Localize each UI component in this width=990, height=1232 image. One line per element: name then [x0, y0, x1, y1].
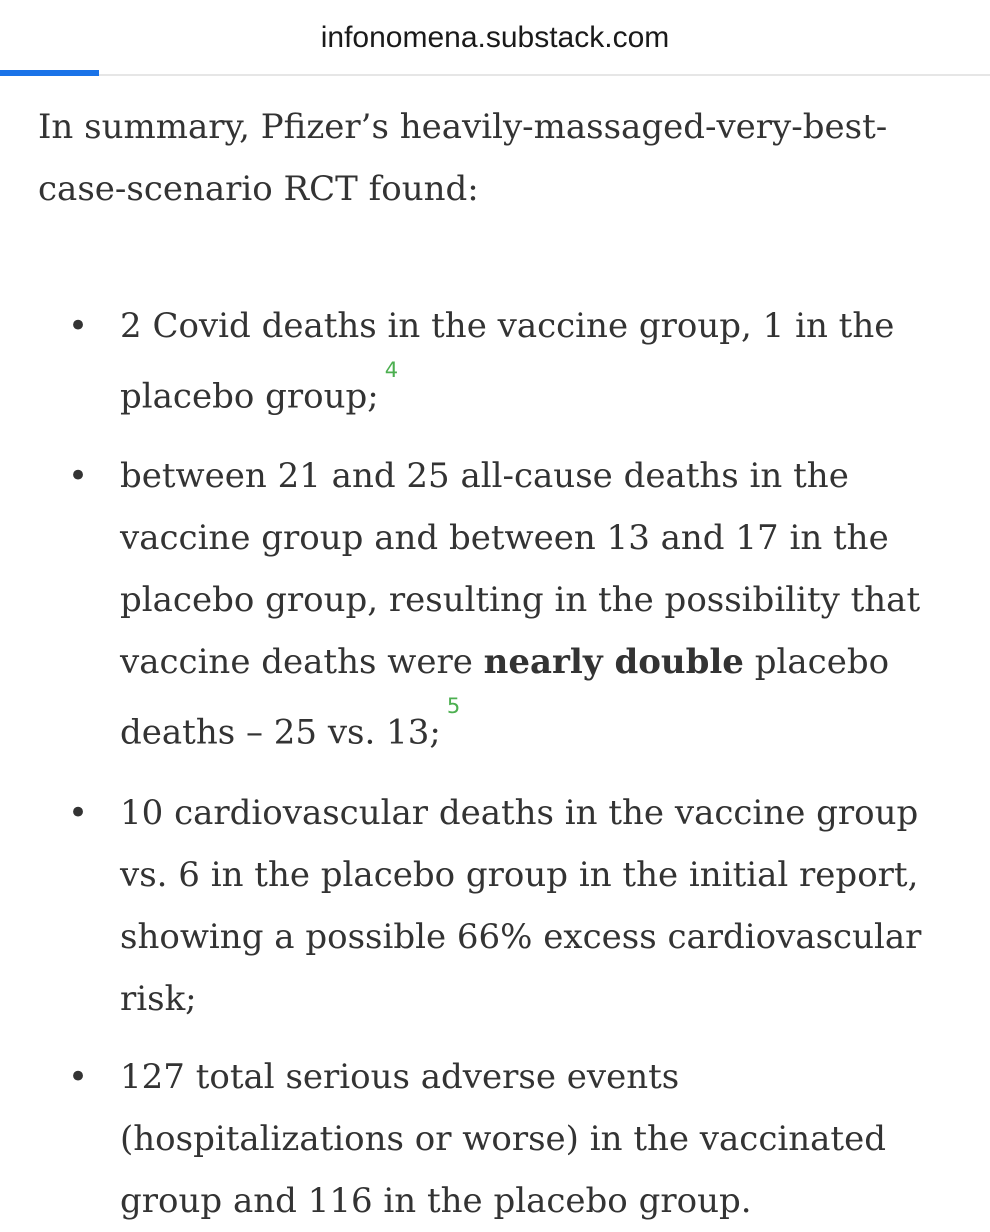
footnote-link-4[interactable]: 4 — [384, 358, 399, 382]
footnote-link-5[interactable]: 5 — [446, 694, 461, 719]
list-item — [38, 782, 958, 1030]
list-item-text: 2 Covid deaths in the vaccine group, 1 in the placebo group; — [120, 306, 895, 417]
list-item-text: 127 total serious adverse events (hospitalizations or worse) in the vaccinated group and 116 in the placebo group. — [120, 1056, 886, 1221]
list-item — [38, 1046, 958, 1232]
scroll-progress-bar — [0, 70, 99, 76]
list-item — [38, 445, 958, 763]
emphasis-text: nearly double — [483, 642, 744, 683]
browser-address-bar[interactable] — [0, 0, 990, 76]
article-body — [38, 96, 958, 1232]
bullet-icon: • — [68, 456, 89, 497]
list-item — [38, 295, 958, 427]
intro-paragraph: In summary, Pfizer’s heavily-massaged-very-best-case-scenario RCT found: — [38, 107, 888, 209]
summary-list — [38, 295, 958, 1232]
bullet-icon: • — [68, 792, 89, 833]
list-item-text: 10 cardiovascular deaths in the vaccine group vs. 6 in the placebo group in the initial report, showing a possible 66% excess cardiovascular risk; — [120, 792, 922, 1019]
bullet-icon: • — [68, 306, 89, 346]
bullet-icon: • — [68, 1056, 89, 1097]
url-text[interactable]: infonomena.substack.com — [320, 21, 670, 54]
list-item-text-continued: placebo deaths – 25 vs. 13; — [120, 642, 890, 753]
list-item-text: between 21 and 25 all-cause deaths in the vaccine group and between 13 and 17 in the placebo group, resulting in the possibility that vaccine deaths were — [120, 456, 921, 683]
